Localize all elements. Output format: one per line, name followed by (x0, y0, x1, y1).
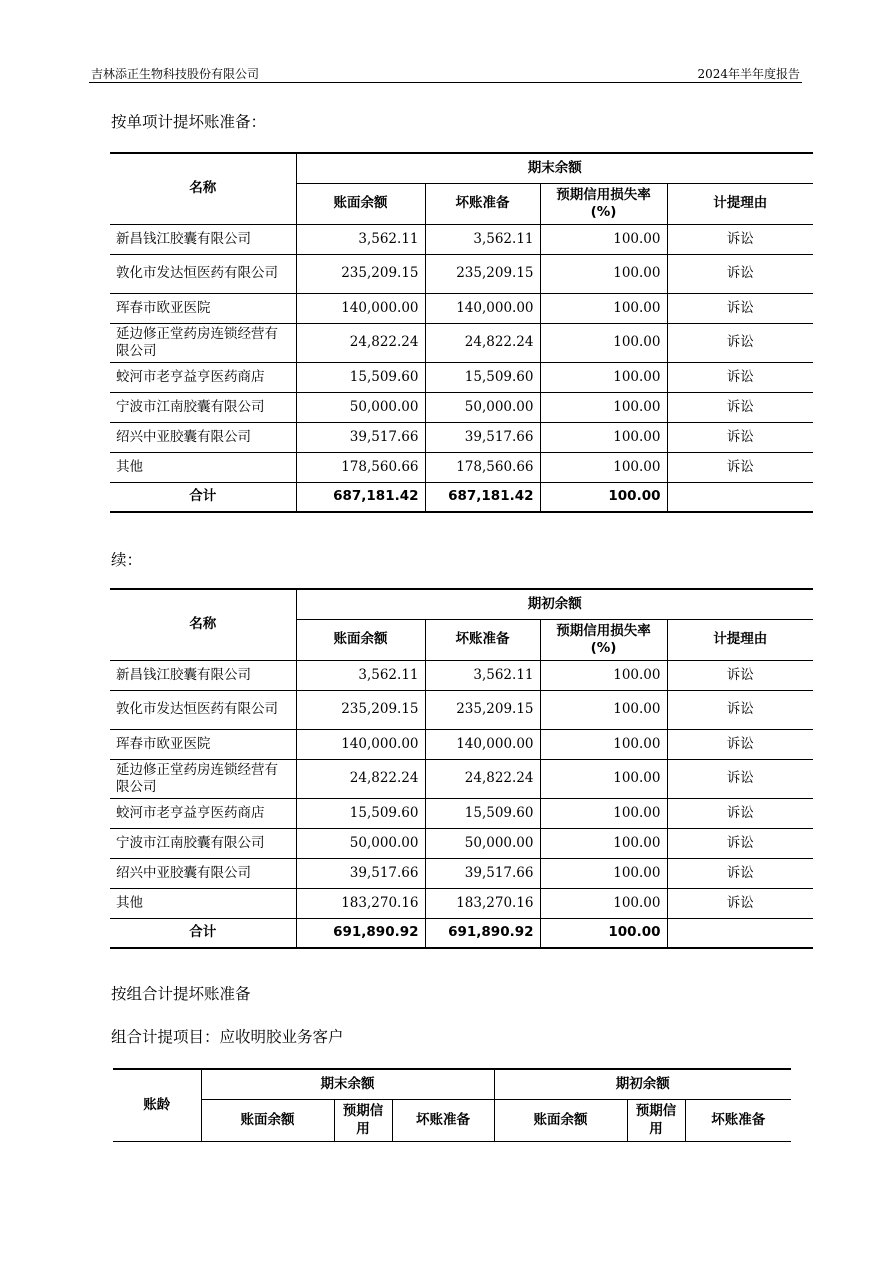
table-period-begin (110, 588, 813, 949)
row-bad-debt: 50,000.00 (425, 828, 540, 858)
row-reason: 诉讼 (667, 660, 813, 690)
row-loss-rate: 100.00 (540, 828, 667, 858)
page-header (89, 64, 802, 83)
row-name: 敦化市发达恒医药有限公司 (110, 690, 296, 729)
row-book-balance: 50,000.00 (296, 828, 425, 858)
row-bad-debt: 178,560.66 (425, 452, 540, 482)
table-row (110, 293, 813, 323)
row-name: 敦化市发达恒医药有限公司 (110, 254, 296, 293)
row-book-balance: 235,209.15 (296, 690, 425, 729)
row-reason: 诉讼 (667, 392, 813, 422)
row-bad-debt: 24,822.24 (425, 759, 540, 798)
total-label: 合计 (110, 918, 296, 948)
row-book-balance: 24,822.24 (296, 759, 425, 798)
row-reason: 诉讼 (667, 759, 813, 798)
row-loss-rate: 100.00 (540, 452, 667, 482)
row-name: 绍兴中亚胶囊有限公司 (110, 422, 296, 452)
col-header-age: 账龄 (113, 1069, 201, 1141)
col-header-bad-debt: 坏账准备 (425, 619, 540, 660)
row-loss-rate: 100.00 (540, 224, 667, 254)
col-group-period-end: 期末余额 (201, 1069, 494, 1099)
table-row (110, 759, 813, 798)
total-bad-debt: 691,890.92 (425, 918, 540, 948)
table-row (110, 224, 813, 254)
row-reason: 诉讼 (667, 690, 813, 729)
row-reason: 诉讼 (667, 729, 813, 759)
row-book-balance: 39,517.66 (296, 422, 425, 452)
total-book-balance: 687,181.42 (296, 482, 425, 512)
row-loss-rate: 100.00 (540, 798, 667, 828)
col-header-book-begin: 账面余额 (494, 1099, 627, 1141)
col-header-rate: 预期信用损失率(%) (540, 183, 667, 224)
row-reason: 诉讼 (667, 254, 813, 293)
row-book-balance: 183,270.16 (296, 888, 425, 918)
row-name: 宁波市江南胶囊有限公司 (110, 828, 296, 858)
row-bad-debt: 235,209.15 (425, 254, 540, 293)
row-bad-debt: 3,562.11 (425, 224, 540, 254)
total-row (110, 482, 813, 512)
row-name: 珲春市欧亚医院 (110, 729, 296, 759)
col-header-name: 名称 (110, 153, 296, 224)
row-book-balance: 235,209.15 (296, 254, 425, 293)
row-loss-rate: 100.00 (540, 858, 667, 888)
col-header-book-end: 账面余额 (201, 1099, 334, 1141)
row-reason: 诉讼 (667, 422, 813, 452)
total-bad-debt: 687,181.42 (425, 482, 540, 512)
row-reason: 诉讼 (667, 323, 813, 362)
row-name: 其他 (110, 452, 296, 482)
section-title-group-provision: 按组合计提坏账准备 (111, 985, 251, 1003)
row-loss-rate: 100.00 (540, 888, 667, 918)
col-header-expected-begin: 预期信用 (627, 1099, 685, 1141)
table-row (110, 858, 813, 888)
table-row (110, 323, 813, 362)
total-row (110, 918, 813, 948)
row-bad-debt: 15,509.60 (425, 798, 540, 828)
row-bad-debt: 140,000.00 (425, 729, 540, 759)
report-title: 2024年半年度报告 (697, 67, 800, 81)
total-reason (667, 918, 813, 948)
table-row (110, 362, 813, 392)
row-bad-debt: 183,270.16 (425, 888, 540, 918)
table-row (110, 660, 813, 690)
col-header-book: 账面余额 (296, 183, 425, 224)
section-subtitle-group-item: 组合计提项目：应收明胶业务客户 (111, 1028, 344, 1046)
row-loss-rate: 100.00 (540, 660, 667, 690)
row-loss-rate: 100.00 (540, 293, 667, 323)
row-name: 绍兴中亚胶囊有限公司 (110, 858, 296, 888)
row-reason: 诉讼 (667, 858, 813, 888)
row-reason: 诉讼 (667, 224, 813, 254)
table-row (110, 729, 813, 759)
col-header-rate: 预期信用损失率(%) (540, 619, 667, 660)
col-group-period-end: 期末余额 (296, 153, 813, 183)
section-title-single-provision: 按单项计提坏账准备： (111, 113, 267, 131)
row-name: 新昌钱江胶囊有限公司 (110, 660, 296, 690)
col-header-expected-end: 预期信用 (334, 1099, 392, 1141)
col-group-period-begin: 期初余额 (494, 1069, 791, 1099)
total-loss-rate: 100.00 (540, 918, 667, 948)
row-name: 延边修正堂药房连锁经营有限公司 (110, 323, 296, 362)
section-title-continued: 续： (111, 551, 143, 569)
row-loss-rate: 100.00 (540, 254, 667, 293)
col-header-reason: 计提理由 (667, 183, 813, 224)
table-row (110, 422, 813, 452)
row-bad-debt: 15,509.60 (425, 362, 540, 392)
company-name: 吉林添正生物科技股份有限公司 (91, 67, 260, 81)
row-book-balance: 15,509.60 (296, 362, 425, 392)
row-bad-debt: 24,822.24 (425, 323, 540, 362)
row-book-balance: 15,509.60 (296, 798, 425, 828)
total-loss-rate: 100.00 (540, 482, 667, 512)
table-row (110, 888, 813, 918)
col-header-bad-end: 坏账准备 (392, 1099, 494, 1141)
total-label: 合计 (110, 482, 296, 512)
row-book-balance: 140,000.00 (296, 729, 425, 759)
row-reason: 诉讼 (667, 362, 813, 392)
row-name: 新昌钱江胶囊有限公司 (110, 224, 296, 254)
col-header-bad-begin: 坏账准备 (685, 1099, 791, 1141)
table-row (110, 798, 813, 828)
row-name: 珲春市欧亚医院 (110, 293, 296, 323)
row-reason: 诉讼 (667, 888, 813, 918)
col-header-reason: 计提理由 (667, 619, 813, 660)
col-header-name: 名称 (110, 589, 296, 660)
row-loss-rate: 100.00 (540, 362, 667, 392)
table-row (110, 254, 813, 293)
col-header-bad-debt: 坏账准备 (425, 183, 540, 224)
row-reason: 诉讼 (667, 293, 813, 323)
row-bad-debt: 235,209.15 (425, 690, 540, 729)
row-book-balance: 39,517.66 (296, 858, 425, 888)
col-group-period-begin: 期初余额 (296, 589, 813, 619)
row-book-balance: 24,822.24 (296, 323, 425, 362)
row-loss-rate: 100.00 (540, 690, 667, 729)
row-reason: 诉讼 (667, 452, 813, 482)
row-name: 其他 (110, 888, 296, 918)
row-loss-rate: 100.00 (540, 392, 667, 422)
row-name: 蛟河市老亨益亨医药商店 (110, 362, 296, 392)
row-loss-rate: 100.00 (540, 759, 667, 798)
row-book-balance: 178,560.66 (296, 452, 425, 482)
row-loss-rate: 100.00 (540, 323, 667, 362)
row-book-balance: 3,562.11 (296, 660, 425, 690)
row-bad-debt: 39,517.66 (425, 422, 540, 452)
row-book-balance: 3,562.11 (296, 224, 425, 254)
table-aging-group (113, 1068, 791, 1142)
table-period-end (110, 152, 813, 513)
row-reason: 诉讼 (667, 798, 813, 828)
table-row (110, 452, 813, 482)
col-header-book: 账面余额 (296, 619, 425, 660)
row-loss-rate: 100.00 (540, 422, 667, 452)
table-row (110, 690, 813, 729)
row-name: 延边修正堂药房连锁经营有限公司 (110, 759, 296, 798)
row-name: 宁波市江南胶囊有限公司 (110, 392, 296, 422)
total-book-balance: 691,890.92 (296, 918, 425, 948)
row-bad-debt: 39,517.66 (425, 858, 540, 888)
row-book-balance: 140,000.00 (296, 293, 425, 323)
row-bad-debt: 50,000.00 (425, 392, 540, 422)
row-loss-rate: 100.00 (540, 729, 667, 759)
total-reason (667, 482, 813, 512)
table-row (110, 828, 813, 858)
row-reason: 诉讼 (667, 828, 813, 858)
table-row (110, 392, 813, 422)
row-bad-debt: 140,000.00 (425, 293, 540, 323)
row-book-balance: 50,000.00 (296, 392, 425, 422)
row-bad-debt: 3,562.11 (425, 660, 540, 690)
row-name: 蛟河市老亨益亨医药商店 (110, 798, 296, 828)
